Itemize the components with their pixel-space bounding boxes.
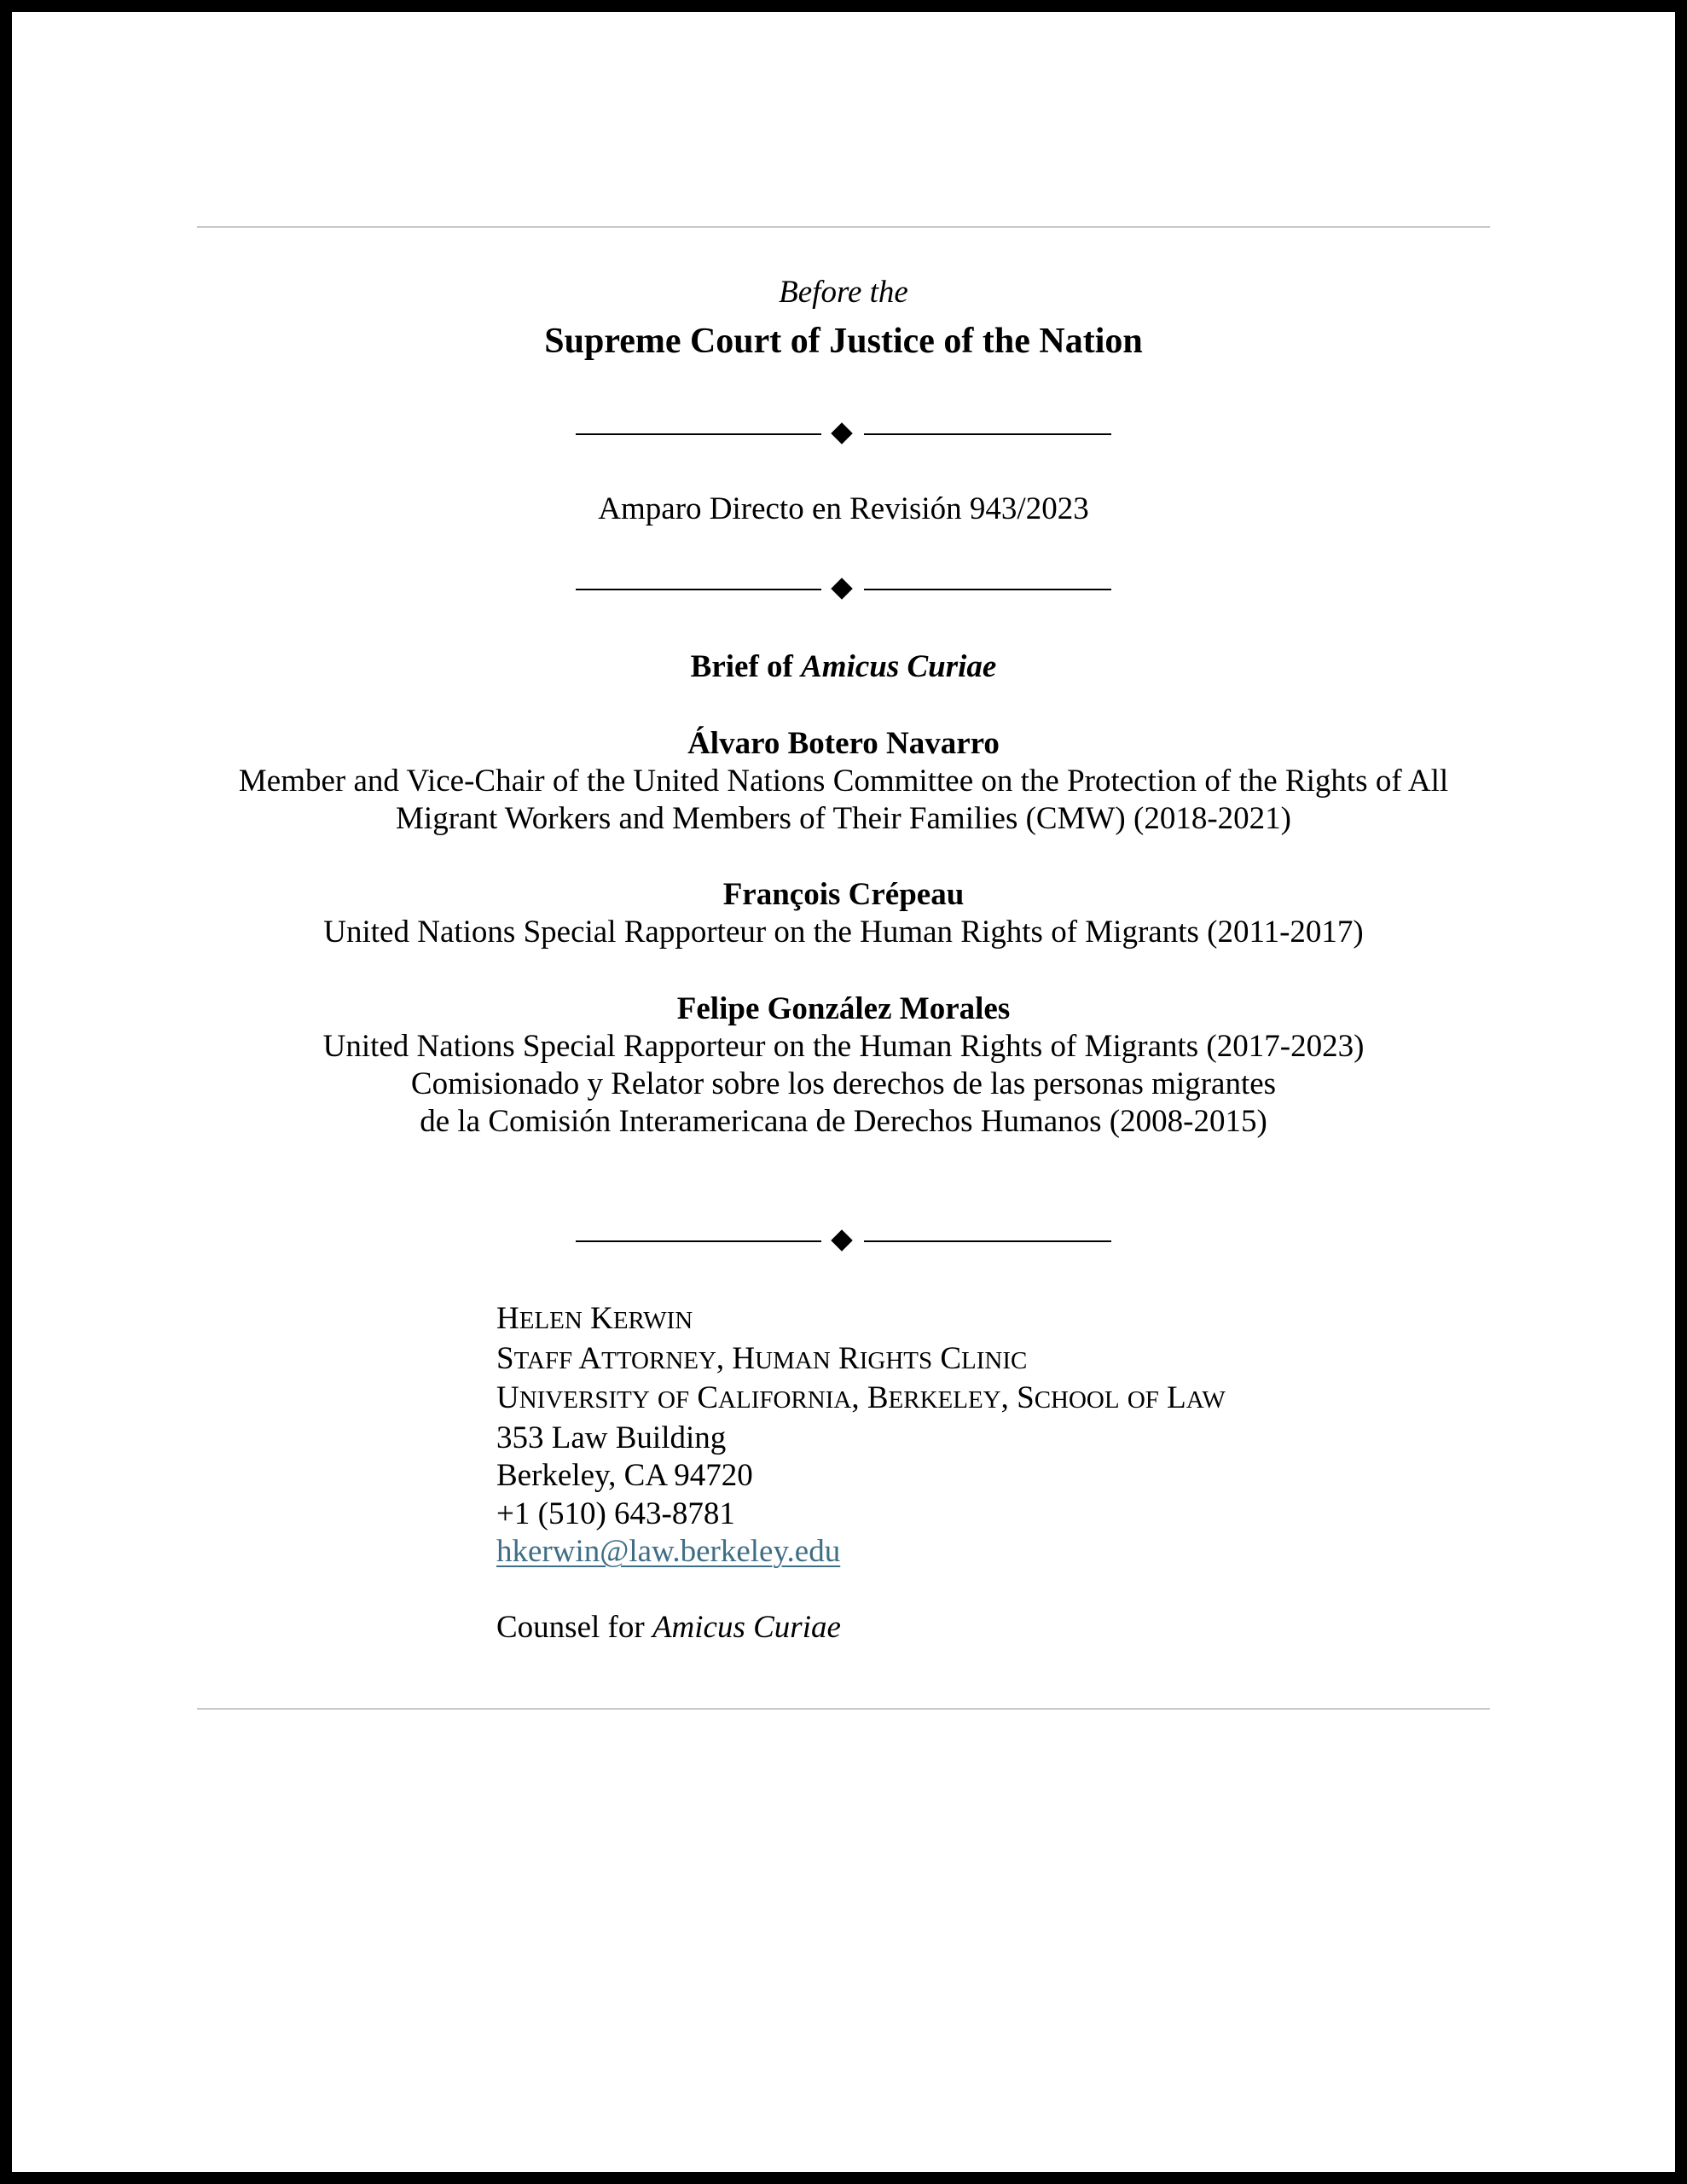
counsel-title: STAFF ATTORNEY, HUMAN RIGHTS CLINIC xyxy=(496,1340,1028,1376)
amicus-credential: United Nations Special Rapporteur on the Human Rights of Migrants (2017-2023) xyxy=(322,1029,1365,1064)
amicus-name: Álvaro Botero Navarro xyxy=(687,726,1000,761)
brief-amicus: Amicus Curiae xyxy=(801,649,997,684)
amicus-block xyxy=(0,725,1687,838)
brief-title xyxy=(0,644,1687,690)
amicus-block xyxy=(0,990,1687,1141)
counsel-email-link[interactable]: hkerwin@law.berkeley.edu xyxy=(496,1534,841,1569)
counsel-name: HELEN KERWIN xyxy=(496,1301,693,1336)
amicus-block xyxy=(0,876,1687,951)
amicus-credential: United Nations Special Rapporteur on the Human Rights of Migrants (2011-2017) xyxy=(323,915,1364,950)
ornament-divider xyxy=(576,577,1111,602)
counsel-role xyxy=(496,1609,1226,1647)
bottom-rule xyxy=(197,1708,1490,1710)
brief-prefix: Brief of xyxy=(690,649,793,684)
amicus-name: François Crépeau xyxy=(722,877,965,912)
ornament-divider xyxy=(576,1228,1111,1254)
amicus-credential: Comisionado y Relator sobre los derechos de las personas migrantes xyxy=(410,1066,1277,1101)
counsel-role-prefix: Counsel for xyxy=(496,1610,645,1645)
top-rule xyxy=(197,226,1490,228)
ornament-divider xyxy=(576,421,1111,447)
amicus-name: Felipe González Morales xyxy=(676,991,1011,1026)
counsel-institution: UNIVERSITY OF CALIFORNIA, BERKELEY, SCHOOL OF LAW xyxy=(496,1380,1226,1415)
before-the-label: Before the xyxy=(779,275,908,310)
counsel-role-amicus: Amicus Curiae xyxy=(652,1610,841,1645)
amicus-credential: de la Comisión Interamericana de Derechos Humanos (2008-2015) xyxy=(420,1104,1267,1139)
diamond-icon xyxy=(831,422,853,444)
counsel-block xyxy=(496,1300,1226,1647)
counsel-address-line1: 353 Law Building xyxy=(496,1420,727,1455)
court-name: Supreme Court of Justice of the Nation xyxy=(544,322,1143,361)
diamond-icon xyxy=(831,1229,853,1252)
counsel-phone: +1 (510) 643-8781 xyxy=(496,1496,735,1531)
amicus-credential: Member and Vice-Chair of the United Nations Committee on the Protection of the Rights of All xyxy=(238,764,1449,799)
diamond-icon xyxy=(831,578,853,600)
amicus-credential: Migrant Workers and Members of Their Families (CMW) (2018-2021) xyxy=(396,801,1291,836)
case-number: Amparo Directo en Revisión 943/2023 xyxy=(598,491,1089,526)
counsel-address-line2: Berkeley, CA 94720 xyxy=(496,1458,753,1493)
